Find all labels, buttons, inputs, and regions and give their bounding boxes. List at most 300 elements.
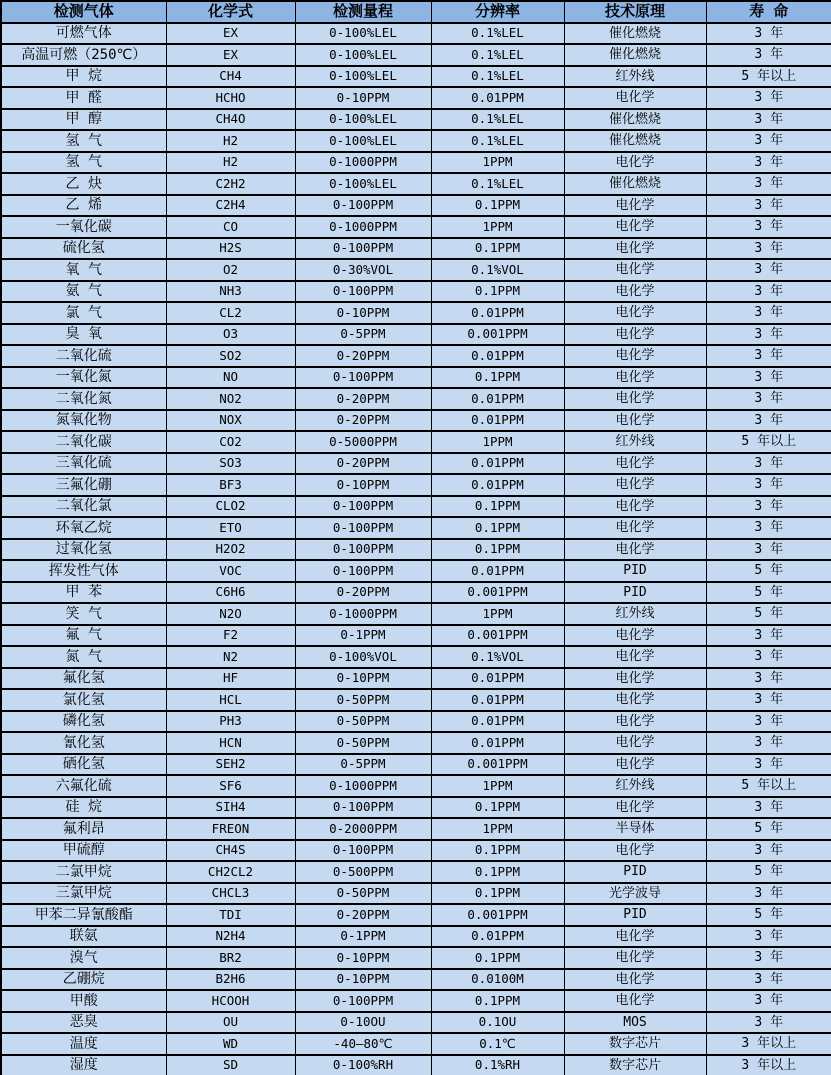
cell-gas: 甲 苯 <box>1 582 166 604</box>
cell-lifespan: 3 年 <box>706 496 831 518</box>
cell-range: 0-50PPM <box>295 883 431 905</box>
cell-principle: 红外线 <box>564 431 706 453</box>
cell-range: 0-100%LEL <box>295 109 431 131</box>
cell-gas: 乙 炔 <box>1 173 166 195</box>
table-row <box>1 883 831 905</box>
table-row <box>1 431 831 453</box>
table-row <box>1 797 831 819</box>
cell-resolution: 0.1PPM <box>431 990 564 1012</box>
cell-principle: 电化学 <box>564 87 706 109</box>
cell-range: 0-10PPM <box>295 302 431 324</box>
table-row <box>1 173 831 195</box>
cell-resolution: 0.1PPM <box>431 517 564 539</box>
table-row <box>1 259 831 281</box>
cell-gas: 氰化氢 <box>1 732 166 754</box>
cell-gas: 乙 烯 <box>1 195 166 217</box>
cell-range: 0-100PPM <box>295 560 431 582</box>
cell-resolution: 0.1%LEL <box>431 109 564 131</box>
cell-formula: SD <box>166 1055 295 1075</box>
cell-range: 0-500PPM <box>295 861 431 883</box>
cell-range: 0-1000PPM <box>295 775 431 797</box>
cell-gas: 二氧化硫 <box>1 345 166 367</box>
cell-formula: PH3 <box>166 711 295 733</box>
cell-resolution: 0.001PPM <box>431 582 564 604</box>
cell-lifespan: 3 年 <box>706 539 831 561</box>
table-row <box>1 1055 831 1075</box>
cell-principle: 电化学 <box>564 732 706 754</box>
cell-resolution: 0.01PPM <box>431 474 564 496</box>
cell-lifespan: 5 年以上 <box>706 431 831 453</box>
cell-range: 0-1000PPM <box>295 152 431 174</box>
cell-gas: 三氟化硼 <box>1 474 166 496</box>
table-row <box>1 947 831 969</box>
cell-principle: 电化学 <box>564 668 706 690</box>
cell-gas: 氧 气 <box>1 259 166 281</box>
cell-principle: 电化学 <box>564 754 706 776</box>
cell-lifespan: 3 年 <box>706 625 831 647</box>
cell-principle: 半导体 <box>564 818 706 840</box>
cell-gas: 臭 氧 <box>1 324 166 346</box>
cell-formula: N2 <box>166 646 295 668</box>
cell-lifespan: 3 年 <box>706 668 831 690</box>
table-row <box>1 238 831 260</box>
cell-lifespan: 3 年 <box>706 947 831 969</box>
header-cell-resolution: 分辨率 <box>431 1 564 23</box>
cell-principle: 电化学 <box>564 216 706 238</box>
cell-gas: 高温可燃（250℃） <box>1 44 166 66</box>
table-row <box>1 560 831 582</box>
cell-resolution: 0.1OU <box>431 1012 564 1034</box>
cell-resolution: 0.01PPM <box>431 732 564 754</box>
cell-range: 0-20PPM <box>295 345 431 367</box>
cell-range: 0-100%LEL <box>295 66 431 88</box>
cell-lifespan: 3 年 <box>706 130 831 152</box>
cell-resolution: 0.001PPM <box>431 904 564 926</box>
cell-formula: CLO2 <box>166 496 295 518</box>
cell-lifespan: 3 年 <box>706 1012 831 1034</box>
cell-lifespan: 3 年 <box>706 517 831 539</box>
cell-gas: 三氯甲烷 <box>1 883 166 905</box>
cell-range: 0-100PPM <box>295 539 431 561</box>
cell-principle: 电化学 <box>564 625 706 647</box>
cell-gas: 乙硼烷 <box>1 969 166 991</box>
cell-lifespan: 3 年 <box>706 926 831 948</box>
cell-formula: NO <box>166 367 295 389</box>
cell-lifespan: 5 年 <box>706 603 831 625</box>
cell-principle: PID <box>564 904 706 926</box>
cell-resolution: 0.01PPM <box>431 87 564 109</box>
cell-resolution: 1PPM <box>431 216 564 238</box>
cell-resolution: 0.1PPM <box>431 281 564 303</box>
cell-gas: 氟利昂 <box>1 818 166 840</box>
cell-resolution: 0.01PPM <box>431 345 564 367</box>
cell-lifespan: 3 年 <box>706 173 831 195</box>
cell-principle: PID <box>564 560 706 582</box>
table-row <box>1 711 831 733</box>
cell-range: 0-1000PPM <box>295 603 431 625</box>
cell-lifespan: 3 年 <box>706 732 831 754</box>
cell-formula: CHCL3 <box>166 883 295 905</box>
table-row <box>1 152 831 174</box>
cell-lifespan: 3 年 <box>706 754 831 776</box>
cell-formula: CL2 <box>166 302 295 324</box>
table-row <box>1 689 831 711</box>
cell-principle: 电化学 <box>564 259 706 281</box>
cell-formula: O3 <box>166 324 295 346</box>
cell-formula: N2O <box>166 603 295 625</box>
cell-gas: 六氟化硫 <box>1 775 166 797</box>
table-row <box>1 23 831 45</box>
table-row <box>1 539 831 561</box>
table-row <box>1 646 831 668</box>
cell-gas: 湿度 <box>1 1055 166 1075</box>
cell-principle: 电化学 <box>564 281 706 303</box>
cell-formula: F2 <box>166 625 295 647</box>
cell-principle: 红外线 <box>564 66 706 88</box>
cell-range: 0-100%RH <box>295 1055 431 1075</box>
cell-range: 0-20PPM <box>295 904 431 926</box>
cell-principle: 电化学 <box>564 195 706 217</box>
cell-principle: 电化学 <box>564 474 706 496</box>
cell-gas: 温度 <box>1 1033 166 1055</box>
cell-resolution: 0.01PPM <box>431 689 564 711</box>
table-row <box>1 388 831 410</box>
table-row <box>1 216 831 238</box>
cell-range: 0-2000PPM <box>295 818 431 840</box>
header-cell-principle: 技术原理 <box>564 1 706 23</box>
cell-principle: 数字芯片 <box>564 1055 706 1075</box>
cell-range: 0-20PPM <box>295 410 431 432</box>
cell-formula: C2H4 <box>166 195 295 217</box>
cell-principle: 电化学 <box>564 969 706 991</box>
cell-resolution: 0.1PPM <box>431 840 564 862</box>
cell-resolution: 0.001PPM <box>431 754 564 776</box>
table-body <box>1 23 831 1075</box>
cell-principle: 电化学 <box>564 496 706 518</box>
cell-formula: HCOOH <box>166 990 295 1012</box>
cell-range: 0-100PPM <box>295 367 431 389</box>
cell-lifespan: 3 年 <box>706 453 831 475</box>
table-row <box>1 44 831 66</box>
cell-lifespan: 5 年 <box>706 904 831 926</box>
cell-lifespan: 5 年 <box>706 582 831 604</box>
cell-principle: PID <box>564 582 706 604</box>
table-row <box>1 668 831 690</box>
cell-formula: TDI <box>166 904 295 926</box>
cell-range: 0-10PPM <box>295 474 431 496</box>
cell-lifespan: 3 年 <box>706 109 831 131</box>
cell-gas: 二氧化碳 <box>1 431 166 453</box>
table-row <box>1 1033 831 1055</box>
cell-gas: 过氧化氢 <box>1 539 166 561</box>
cell-range: 0-1PPM <box>295 926 431 948</box>
cell-range: -40—80℃ <box>295 1033 431 1055</box>
cell-range: 0-50PPM <box>295 689 431 711</box>
cell-range: 0-30%VOL <box>295 259 431 281</box>
cell-formula: EX <box>166 23 295 45</box>
cell-formula: HCL <box>166 689 295 711</box>
cell-resolution: 0.0100M <box>431 969 564 991</box>
cell-lifespan: 3 年 <box>706 195 831 217</box>
table-row <box>1 474 831 496</box>
table-row <box>1 453 831 475</box>
cell-range: 0-100PPM <box>295 281 431 303</box>
cell-formula: VOC <box>166 560 295 582</box>
cell-gas: 磷化氢 <box>1 711 166 733</box>
table-row <box>1 775 831 797</box>
cell-formula: SO2 <box>166 345 295 367</box>
cell-formula: SO3 <box>166 453 295 475</box>
cell-range: 0-100%LEL <box>295 23 431 45</box>
cell-resolution: 0.001PPM <box>431 324 564 346</box>
cell-range: 0-100PPM <box>295 797 431 819</box>
cell-formula: C2H2 <box>166 173 295 195</box>
cell-range: 0-100PPM <box>295 496 431 518</box>
cell-principle: 电化学 <box>564 947 706 969</box>
cell-principle: 电化学 <box>564 453 706 475</box>
cell-resolution: 0.1PPM <box>431 883 564 905</box>
cell-resolution: 1PPM <box>431 431 564 453</box>
cell-formula: H2 <box>166 130 295 152</box>
cell-range: 0-1PPM <box>295 625 431 647</box>
cell-formula: NO2 <box>166 388 295 410</box>
cell-resolution: 0.1%LEL <box>431 173 564 195</box>
cell-gas: 二氯甲烷 <box>1 861 166 883</box>
cell-formula: OU <box>166 1012 295 1034</box>
cell-gas: 环氧乙烷 <box>1 517 166 539</box>
cell-formula: CO2 <box>166 431 295 453</box>
cell-lifespan: 3 年 <box>706 840 831 862</box>
cell-gas: 一氧化碳 <box>1 216 166 238</box>
cell-range: 0-100PPM <box>295 840 431 862</box>
cell-principle: 催化燃烧 <box>564 173 706 195</box>
cell-resolution: 0.01PPM <box>431 410 564 432</box>
cell-formula: B2H6 <box>166 969 295 991</box>
cell-principle: 电化学 <box>564 689 706 711</box>
cell-formula: CH4O <box>166 109 295 131</box>
cell-gas: 硅 烷 <box>1 797 166 819</box>
cell-principle: 催化燃烧 <box>564 109 706 131</box>
cell-formula: SEH2 <box>166 754 295 776</box>
cell-lifespan: 3 年 <box>706 281 831 303</box>
table-row <box>1 87 831 109</box>
cell-formula: SIH4 <box>166 797 295 819</box>
cell-principle: 电化学 <box>564 152 706 174</box>
table-row <box>1 109 831 131</box>
cell-resolution: 0.001PPM <box>431 625 564 647</box>
cell-lifespan: 3 年 <box>706 44 831 66</box>
cell-lifespan: 3 年 <box>706 23 831 45</box>
cell-gas: 氨 气 <box>1 281 166 303</box>
cell-gas: 溴气 <box>1 947 166 969</box>
table-row <box>1 754 831 776</box>
table-row <box>1 410 831 432</box>
cell-lifespan: 3 年以上 <box>706 1055 831 1075</box>
cell-gas: 氯 气 <box>1 302 166 324</box>
cell-resolution: 0.01PPM <box>431 711 564 733</box>
cell-formula: BR2 <box>166 947 295 969</box>
cell-lifespan: 3 年 <box>706 388 831 410</box>
cell-principle: 电化学 <box>564 840 706 862</box>
table-row <box>1 367 831 389</box>
cell-principle: 催化燃烧 <box>564 23 706 45</box>
cell-formula: CH4S <box>166 840 295 862</box>
cell-resolution: 0.1PPM <box>431 195 564 217</box>
cell-lifespan: 3 年 <box>706 883 831 905</box>
cell-range: 0-5PPM <box>295 754 431 776</box>
cell-resolution: 0.1℃ <box>431 1033 564 1055</box>
cell-principle: 电化学 <box>564 517 706 539</box>
cell-principle: 催化燃烧 <box>564 44 706 66</box>
cell-gas: 氮 气 <box>1 646 166 668</box>
cell-lifespan: 3 年 <box>706 302 831 324</box>
cell-formula: HCN <box>166 732 295 754</box>
cell-range: 0-100PPM <box>295 517 431 539</box>
cell-gas: 氢 气 <box>1 130 166 152</box>
cell-lifespan: 3 年 <box>706 797 831 819</box>
cell-gas: 氯化氢 <box>1 689 166 711</box>
cell-principle: 电化学 <box>564 711 706 733</box>
cell-formula: BF3 <box>166 474 295 496</box>
cell-principle: 红外线 <box>564 603 706 625</box>
cell-principle: 电化学 <box>564 345 706 367</box>
cell-lifespan: 3 年以上 <box>706 1033 831 1055</box>
cell-resolution: 0.1PPM <box>431 367 564 389</box>
table-row <box>1 517 831 539</box>
cell-lifespan: 5 年以上 <box>706 775 831 797</box>
header-row <box>1 1 831 23</box>
cell-range: 0-100%VOL <box>295 646 431 668</box>
cell-range: 0-10OU <box>295 1012 431 1034</box>
cell-lifespan: 5 年 <box>706 560 831 582</box>
table-row <box>1 281 831 303</box>
cell-resolution: 0.01PPM <box>431 668 564 690</box>
cell-formula: CH4 <box>166 66 295 88</box>
header-cell-formula: 化学式 <box>166 1 295 23</box>
cell-gas: 氟化氢 <box>1 668 166 690</box>
cell-gas: 甲酸 <box>1 990 166 1012</box>
cell-range: 0-10PPM <box>295 87 431 109</box>
cell-formula: N2H4 <box>166 926 295 948</box>
cell-lifespan: 3 年 <box>706 238 831 260</box>
header-cell-gas: 检测气体 <box>1 1 166 23</box>
cell-resolution: 0.01PPM <box>431 560 564 582</box>
cell-range: 0-100%LEL <box>295 44 431 66</box>
cell-lifespan: 3 年 <box>706 345 831 367</box>
cell-resolution: 0.1%LEL <box>431 66 564 88</box>
cell-resolution: 0.1%VOL <box>431 646 564 668</box>
cell-range: 0-10PPM <box>295 668 431 690</box>
table-row <box>1 818 831 840</box>
cell-lifespan: 3 年 <box>706 259 831 281</box>
cell-principle: 电化学 <box>564 367 706 389</box>
cell-resolution: 0.01PPM <box>431 302 564 324</box>
table-row <box>1 1012 831 1034</box>
cell-formula: H2 <box>166 152 295 174</box>
cell-lifespan: 3 年 <box>706 152 831 174</box>
cell-gas: 甲 醇 <box>1 109 166 131</box>
cell-gas: 笑 气 <box>1 603 166 625</box>
cell-lifespan: 5 年 <box>706 861 831 883</box>
cell-resolution: 0.1%VOL <box>431 259 564 281</box>
table-header <box>1 1 831 23</box>
cell-formula: H2S <box>166 238 295 260</box>
cell-formula: NH3 <box>166 281 295 303</box>
cell-gas: 氟 气 <box>1 625 166 647</box>
cell-range: 0-20PPM <box>295 388 431 410</box>
cell-formula: WD <box>166 1033 295 1055</box>
table-row <box>1 603 831 625</box>
table-row <box>1 345 831 367</box>
cell-range: 0-50PPM <box>295 732 431 754</box>
table-row <box>1 861 831 883</box>
cell-resolution: 1PPM <box>431 818 564 840</box>
cell-resolution: 0.1PPM <box>431 238 564 260</box>
cell-resolution: 0.1%LEL <box>431 44 564 66</box>
cell-formula: NOX <box>166 410 295 432</box>
cell-principle: 电化学 <box>564 990 706 1012</box>
cell-lifespan: 3 年 <box>706 969 831 991</box>
cell-lifespan: 3 年 <box>706 711 831 733</box>
cell-lifespan: 3 年 <box>706 216 831 238</box>
table-row <box>1 195 831 217</box>
cell-range: 0-100%LEL <box>295 130 431 152</box>
cell-gas: 二氧化氯 <box>1 496 166 518</box>
table-row <box>1 66 831 88</box>
cell-principle: 红外线 <box>564 775 706 797</box>
cell-resolution: 0.01PPM <box>431 453 564 475</box>
cell-formula: C6H6 <box>166 582 295 604</box>
cell-range: 0-20PPM <box>295 453 431 475</box>
cell-resolution: 1PPM <box>431 603 564 625</box>
cell-gas: 一氧化氮 <box>1 367 166 389</box>
table-row <box>1 732 831 754</box>
cell-resolution: 0.1%RH <box>431 1055 564 1075</box>
cell-formula: H2O2 <box>166 539 295 561</box>
cell-range: 0-50PPM <box>295 711 431 733</box>
table-row <box>1 582 831 604</box>
table-row <box>1 969 831 991</box>
cell-range: 0-10PPM <box>295 969 431 991</box>
table-row <box>1 904 831 926</box>
cell-gas: 甲硫醇 <box>1 840 166 862</box>
cell-range: 0-100PPM <box>295 990 431 1012</box>
cell-principle: 电化学 <box>564 646 706 668</box>
cell-lifespan: 3 年 <box>706 990 831 1012</box>
cell-resolution: 0.01PPM <box>431 926 564 948</box>
cell-range: 0-5PPM <box>295 324 431 346</box>
cell-gas: 氢 气 <box>1 152 166 174</box>
cell-resolution: 1PPM <box>431 152 564 174</box>
cell-gas: 甲 烷 <box>1 66 166 88</box>
cell-resolution: 0.1PPM <box>431 539 564 561</box>
cell-range: 0-100PPM <box>295 195 431 217</box>
table-row <box>1 990 831 1012</box>
cell-resolution: 0.1PPM <box>431 797 564 819</box>
cell-gas: 可燃气体 <box>1 23 166 45</box>
cell-principle: 电化学 <box>564 410 706 432</box>
cell-formula: SF6 <box>166 775 295 797</box>
cell-range: 0-100PPM <box>295 238 431 260</box>
cell-formula: CO <box>166 216 295 238</box>
cell-resolution: 1PPM <box>431 775 564 797</box>
cell-lifespan: 3 年 <box>706 689 831 711</box>
table-row <box>1 926 831 948</box>
cell-formula: ETO <box>166 517 295 539</box>
cell-resolution: 0.1PPM <box>431 947 564 969</box>
header-cell-range: 检测量程 <box>295 1 431 23</box>
cell-resolution: 0.1%LEL <box>431 130 564 152</box>
